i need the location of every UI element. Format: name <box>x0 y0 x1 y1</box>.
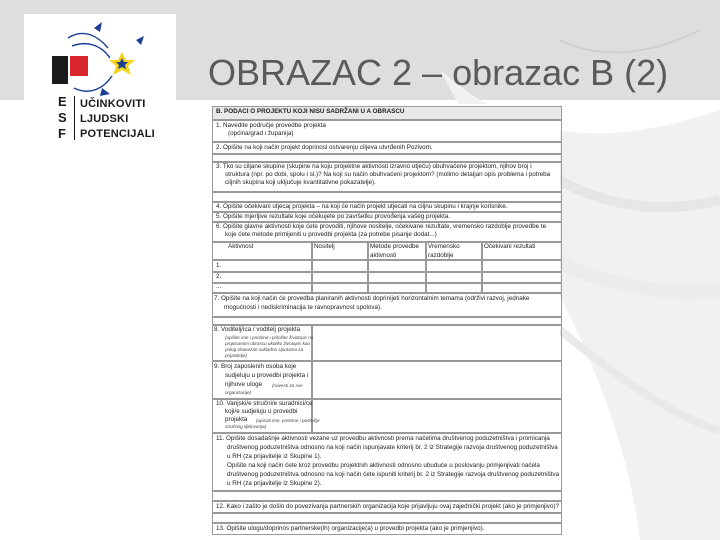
table-row-cell <box>426 272 482 283</box>
q9-line-2: sudjeluju u provedbi projekta i <box>225 372 309 379</box>
table-row-cell <box>482 260 562 272</box>
q9-answer <box>312 361 562 399</box>
logo-letter-f: F <box>58 126 66 141</box>
slide-title: OBRAZAC 2 – obrazac B (2) <box>208 52 669 93</box>
q10-line-3: projekta <box>225 416 248 423</box>
q8-note-1: (upišite ime i prezime i priložite životopis na <box>225 335 314 340</box>
q8-note-4: prijavitelje) <box>225 353 247 358</box>
table-row-cell <box>426 283 482 293</box>
q10-line-2: koji/e sudjeluju u provedbi <box>225 408 298 415</box>
logo-letter-s: S <box>58 110 67 125</box>
q3-line-3: ciljnih skupina koji uključuje kvantitativne pokazatelje). <box>225 179 376 186</box>
table-row-label: 1. <box>216 262 222 269</box>
q10-note-2: stručnog djelovanja) <box>225 424 267 429</box>
table-row-cell <box>368 260 426 272</box>
q9-note-2: organizacije) <box>225 390 252 395</box>
q11-answer <box>212 491 562 501</box>
q4-text: 4. Opišite očekivani utjecaj projekta – na koji će način projekt utjecati na ciljnu skupinu i krajnje korisnike. <box>216 203 508 210</box>
table-row-cell <box>426 260 482 272</box>
q10-note-1: (upisati ime, prezime i područje <box>256 418 320 423</box>
q8-label: 8. Voditelj/ica / voditelj projekta <box>214 326 301 333</box>
table-header-period: Vremensko razdoblje <box>428 243 460 259</box>
q6-line-1: 6. Opišite glavne aktivnosti koje ćete provoditi, njihove nositelje, očekivane rezultate, vremensko razdoblje provedbe te <box>216 223 547 230</box>
q9-note-1: (navesti za sve <box>272 383 303 388</box>
table-row-cell <box>482 272 562 283</box>
table-row-cell <box>482 283 562 293</box>
q10-line-1: 10. Vanjski/e stručni/e suradnici/ce <box>216 400 313 407</box>
q11-line-5: društvenog poduzetništva odnosno na koji način ćete ispuniti kriterij br. 2 iz Strategije razvoja društvenog poduzetništva <box>227 471 560 478</box>
q2-text: 2. Opišite na koji način projekt doprinosi ostvarenju ciljeva utvrđenih Pozivom. <box>216 144 433 151</box>
q8-note-2: propisanom obrascu ukoliko životopis kao <box>225 341 311 346</box>
q11-line-1: 11. Opišite dosadašnje aktivnosti vezane uz provedbu aktivnosti prema načelima društvenog poduzetništva i promicanja <box>216 435 550 442</box>
form-image <box>208 104 560 540</box>
q9-line-1: 9. Broj zaposlenih osoba koje <box>214 363 297 370</box>
q8-answer <box>312 325 562 361</box>
table-header-holder: Nositelj <box>314 243 335 250</box>
q7-answer <box>212 317 562 325</box>
q12-text: 12. Kako i zašto je došlo do povezivanja partnerskih organizacija koje prijavljuju ovaj zajednički projekt (ako je primjenjivo)? <box>216 503 560 510</box>
table-header-activity: Aktivnost <box>228 243 254 250</box>
q2-answer <box>212 154 562 162</box>
table-row-cell <box>368 283 426 293</box>
q1-line-2: (općina/grad i županija) <box>228 130 294 137</box>
table-row-label: 2. <box>216 273 222 280</box>
table-row <box>212 272 312 283</box>
esf-logo <box>24 14 176 146</box>
table-row-cell <box>368 272 426 283</box>
q11-line-2: društvenog poduzetništva odnosno na koji način ispunjavate kriterij br. 2 iz Strategije razvoja društvenog poduzetništva <box>227 444 558 451</box>
logo-line-2: LJUDSKI <box>80 113 129 125</box>
q11-line-4: Opišite na koji način ćete kroz provedbu projektnih aktivnosti odnosno ubuduće u poslovanju primjenjivati načela <box>227 462 540 469</box>
q7-line-1: 7. Opišite na koji način će provedba planiranih aktivnosti doprinijeti horizontalnim temama (održivi razvoj, jednake <box>214 295 530 302</box>
q5-text: 5. Opišite mjerljive rezultate koje očekujete po završetku provođenja vašeg projekta. <box>216 213 451 220</box>
table-row-cell <box>312 283 368 293</box>
q1-line-1: 1. Navedite područje provedbe projekta <box>216 122 326 129</box>
q3-line-2: struktura (npr. po dobi, spolu i sl.)? Na koji su način obuhvaćeni projektom? (molimo detaljan opis problema i potreba <box>225 171 551 178</box>
q6-line-2: koje ćete metode primijeniti u provedbi projekta (za potrebe pisanje dodat...) <box>225 231 437 238</box>
table-row-cell <box>312 260 368 272</box>
table-row <box>212 260 312 272</box>
q9-line-3: njihove uloge <box>225 381 263 388</box>
table-header-methods: Metode provedbe aktivnosti <box>370 243 420 259</box>
logo-emblem-icon <box>44 18 154 98</box>
table-row-label: ... <box>216 283 222 290</box>
logo-line-1: UČINKOVITI <box>80 98 146 110</box>
table-header-results: Očekivani rezultati <box>484 243 536 250</box>
q3-line-1: 3. Tko su ciljane skupine (skupine na koju projektne aktivnosti izravno utječu) obuhvaćene projektom, njihov broj i <box>216 163 532 170</box>
table-row-cell <box>312 272 368 283</box>
q12-answer <box>212 513 562 523</box>
q10-answer <box>312 399 562 433</box>
q7-line-2: mogućnosti i nediskriminacija te ravnopravnost spolova). <box>224 304 382 311</box>
q8-note-3: prilog obavezan sukladno Uputama za <box>225 347 304 352</box>
form-header: B. PODACI O PROJEKTU KOJI NISU SADRŽANI U A OBRASCU <box>216 108 405 115</box>
logo-divider <box>74 96 75 140</box>
table-row <box>212 283 312 293</box>
logo-letter-e: E <box>58 94 67 109</box>
logo-line-3: POTENCIJALI <box>80 128 155 140</box>
q13-text: 13. Opišite ulogu/doprinos partnerske(ih) organizacije(a) u provedbi projekta (ako je primjenjivo). <box>216 525 485 532</box>
table-head-1 <box>212 242 312 260</box>
q3-answer <box>212 192 562 202</box>
q11-line-6: u RH (za prijavitelje iz Skupine 2). <box>227 480 322 487</box>
q11-line-3: u RH (za prijavitelje iz Skupine 1). <box>227 453 322 460</box>
